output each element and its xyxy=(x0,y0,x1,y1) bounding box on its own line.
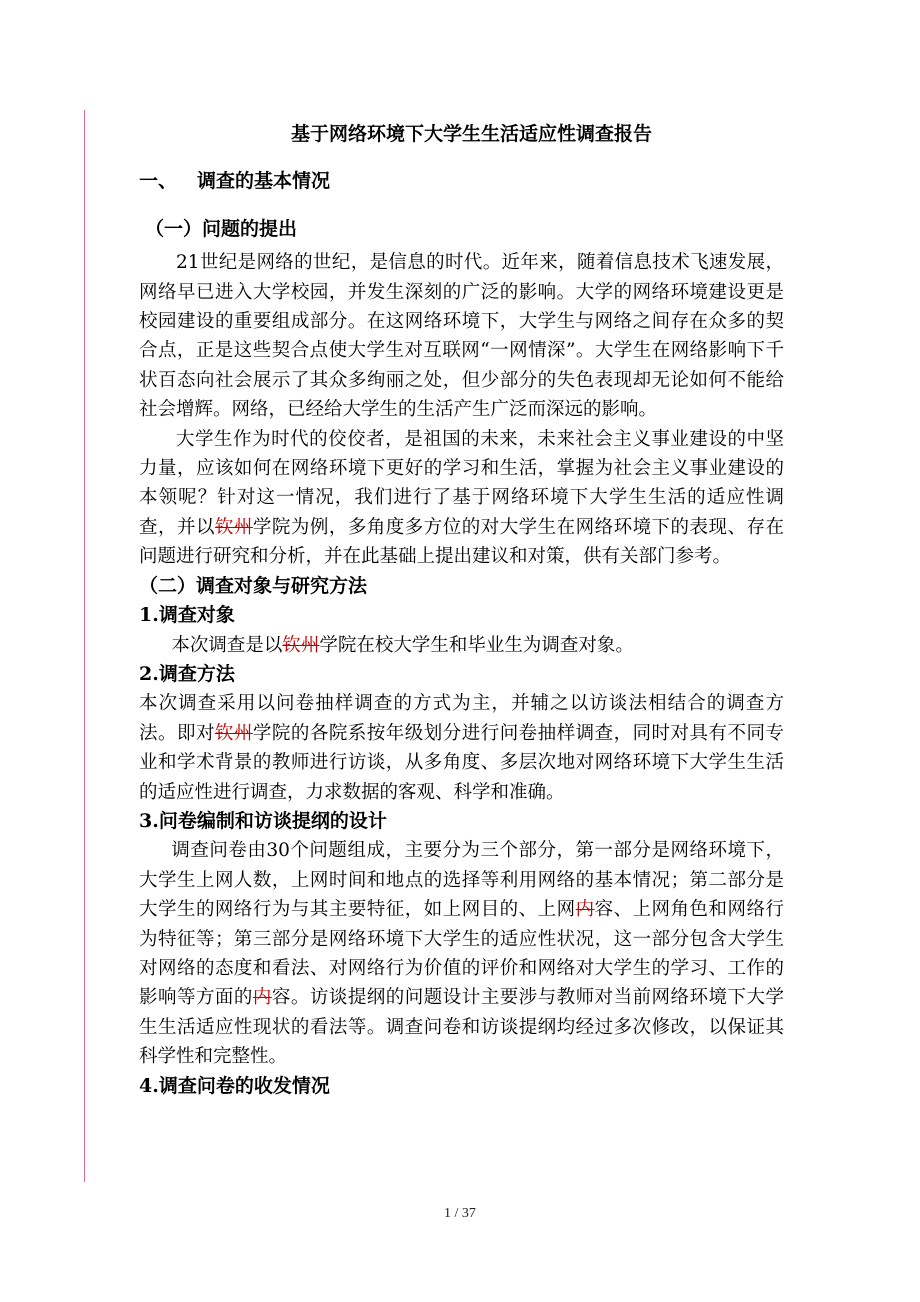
section-number: 一、 xyxy=(139,170,178,193)
tracked-change-mark: 钦州 xyxy=(214,722,253,744)
document-title: 基于网络环境下大学生生活适应性调查报告 xyxy=(290,123,652,145)
paragraph-2: 大学生作为时代的佼佼者，是祖国的未来，未来社会主义事业建设的中坚力量，应该如何在网络环境下更好的学习和生活，掌握为社会主义事业建设的本领呢？针对这一情况，我们进行了基于网络环境下大学生生活的适应性调查，并以钦州学院为例，多角度多方位的对大学生在网络环境下的表现、存在问题进行研究和分析，并在此基础上提出建议和对策，供有关部门参考。 xyxy=(139,428,784,568)
tracked-change-mark: 内 xyxy=(252,987,272,1009)
item-heading-4: 4.调查问卷的收发情况 xyxy=(139,1074,330,1097)
item-heading-1: 1.调查对象 xyxy=(139,604,235,627)
tracked-change-mark: 钦州 xyxy=(282,634,320,656)
document-body xyxy=(139,120,784,1101)
paragraph-1: 21世纪是网络的世纪，是信息的时代。近年来，随着信息技术飞速发展，网络早已进入大学校园，并发生深刻的广泛的影响。大学的网络环境建设更是校园建设的重要组成部分。在这网络环境下，大学生与网络之间存在众多的契合点，正是这些契合点使大学生对互联网“一网情深”。大学生在网络影响下千状百态向社会展示了其众多绚丽之处，但少部分的失色表现却无论如何不能给社会增辉。网络，已经给大学生的生活产生广泛而深远的影响。 xyxy=(139,252,784,421)
subsection-heading-2: （二）调查对象与研究方法 xyxy=(139,574,368,597)
item-text-2: 本次调查采用以问卷抽样调查的方式为主，并辅之以访谈法相结合的调查方法。即对钦州学院的各院系按年级划分进行问卷抽样调查，同时对具有不同专业和学术背景的教师进行访谈，从多角度、多层次地对网络环境下大学生生活的适应性进行调查，力求数据的客观、科学和准确。 xyxy=(139,693,784,803)
item-text-3: 调查问卷由30个问题组成，主要分为三个部分，第一部分是网络环境下，大学生上网人数，上网时间和地点的选择等利用网络的基本情况；第二部分是大学生的网络行为与其主要特征，如上网目的、上网内容、上网角色和网络行为特征等；第三部分是网络环境下大学生的适应性状况，这一部分包含大学生对网络的态度和看法、对网络行为价值的评价和网络对大学生的学习、工作的影响等方面的内容。访谈提纲的问题设计主要涉与教师对当前网络环境下大学生生活适应性现状的看法等。调查问卷和访谈提纲均经过多次修改，以保证其科学性和完整性。 xyxy=(139,840,784,1068)
item-heading-3: 3.问卷编制和访谈提纲的设计 xyxy=(139,809,387,832)
tracked-change-mark: 钦州 xyxy=(214,516,253,538)
page-number: 1 / 37 xyxy=(444,1206,476,1221)
revision-margin-line xyxy=(84,110,85,1182)
section-title: 调查的基本情况 xyxy=(197,170,331,193)
section-heading xyxy=(139,167,784,196)
item-heading-2: 2.调查方法 xyxy=(139,662,235,685)
subsection-heading-1: （一）问题的提出 xyxy=(145,217,298,240)
tracked-change-mark: 内 xyxy=(575,899,595,921)
item-text-1: 本次调查是以钦州学院在校大学生和毕业生为调查对象。 xyxy=(171,634,634,656)
